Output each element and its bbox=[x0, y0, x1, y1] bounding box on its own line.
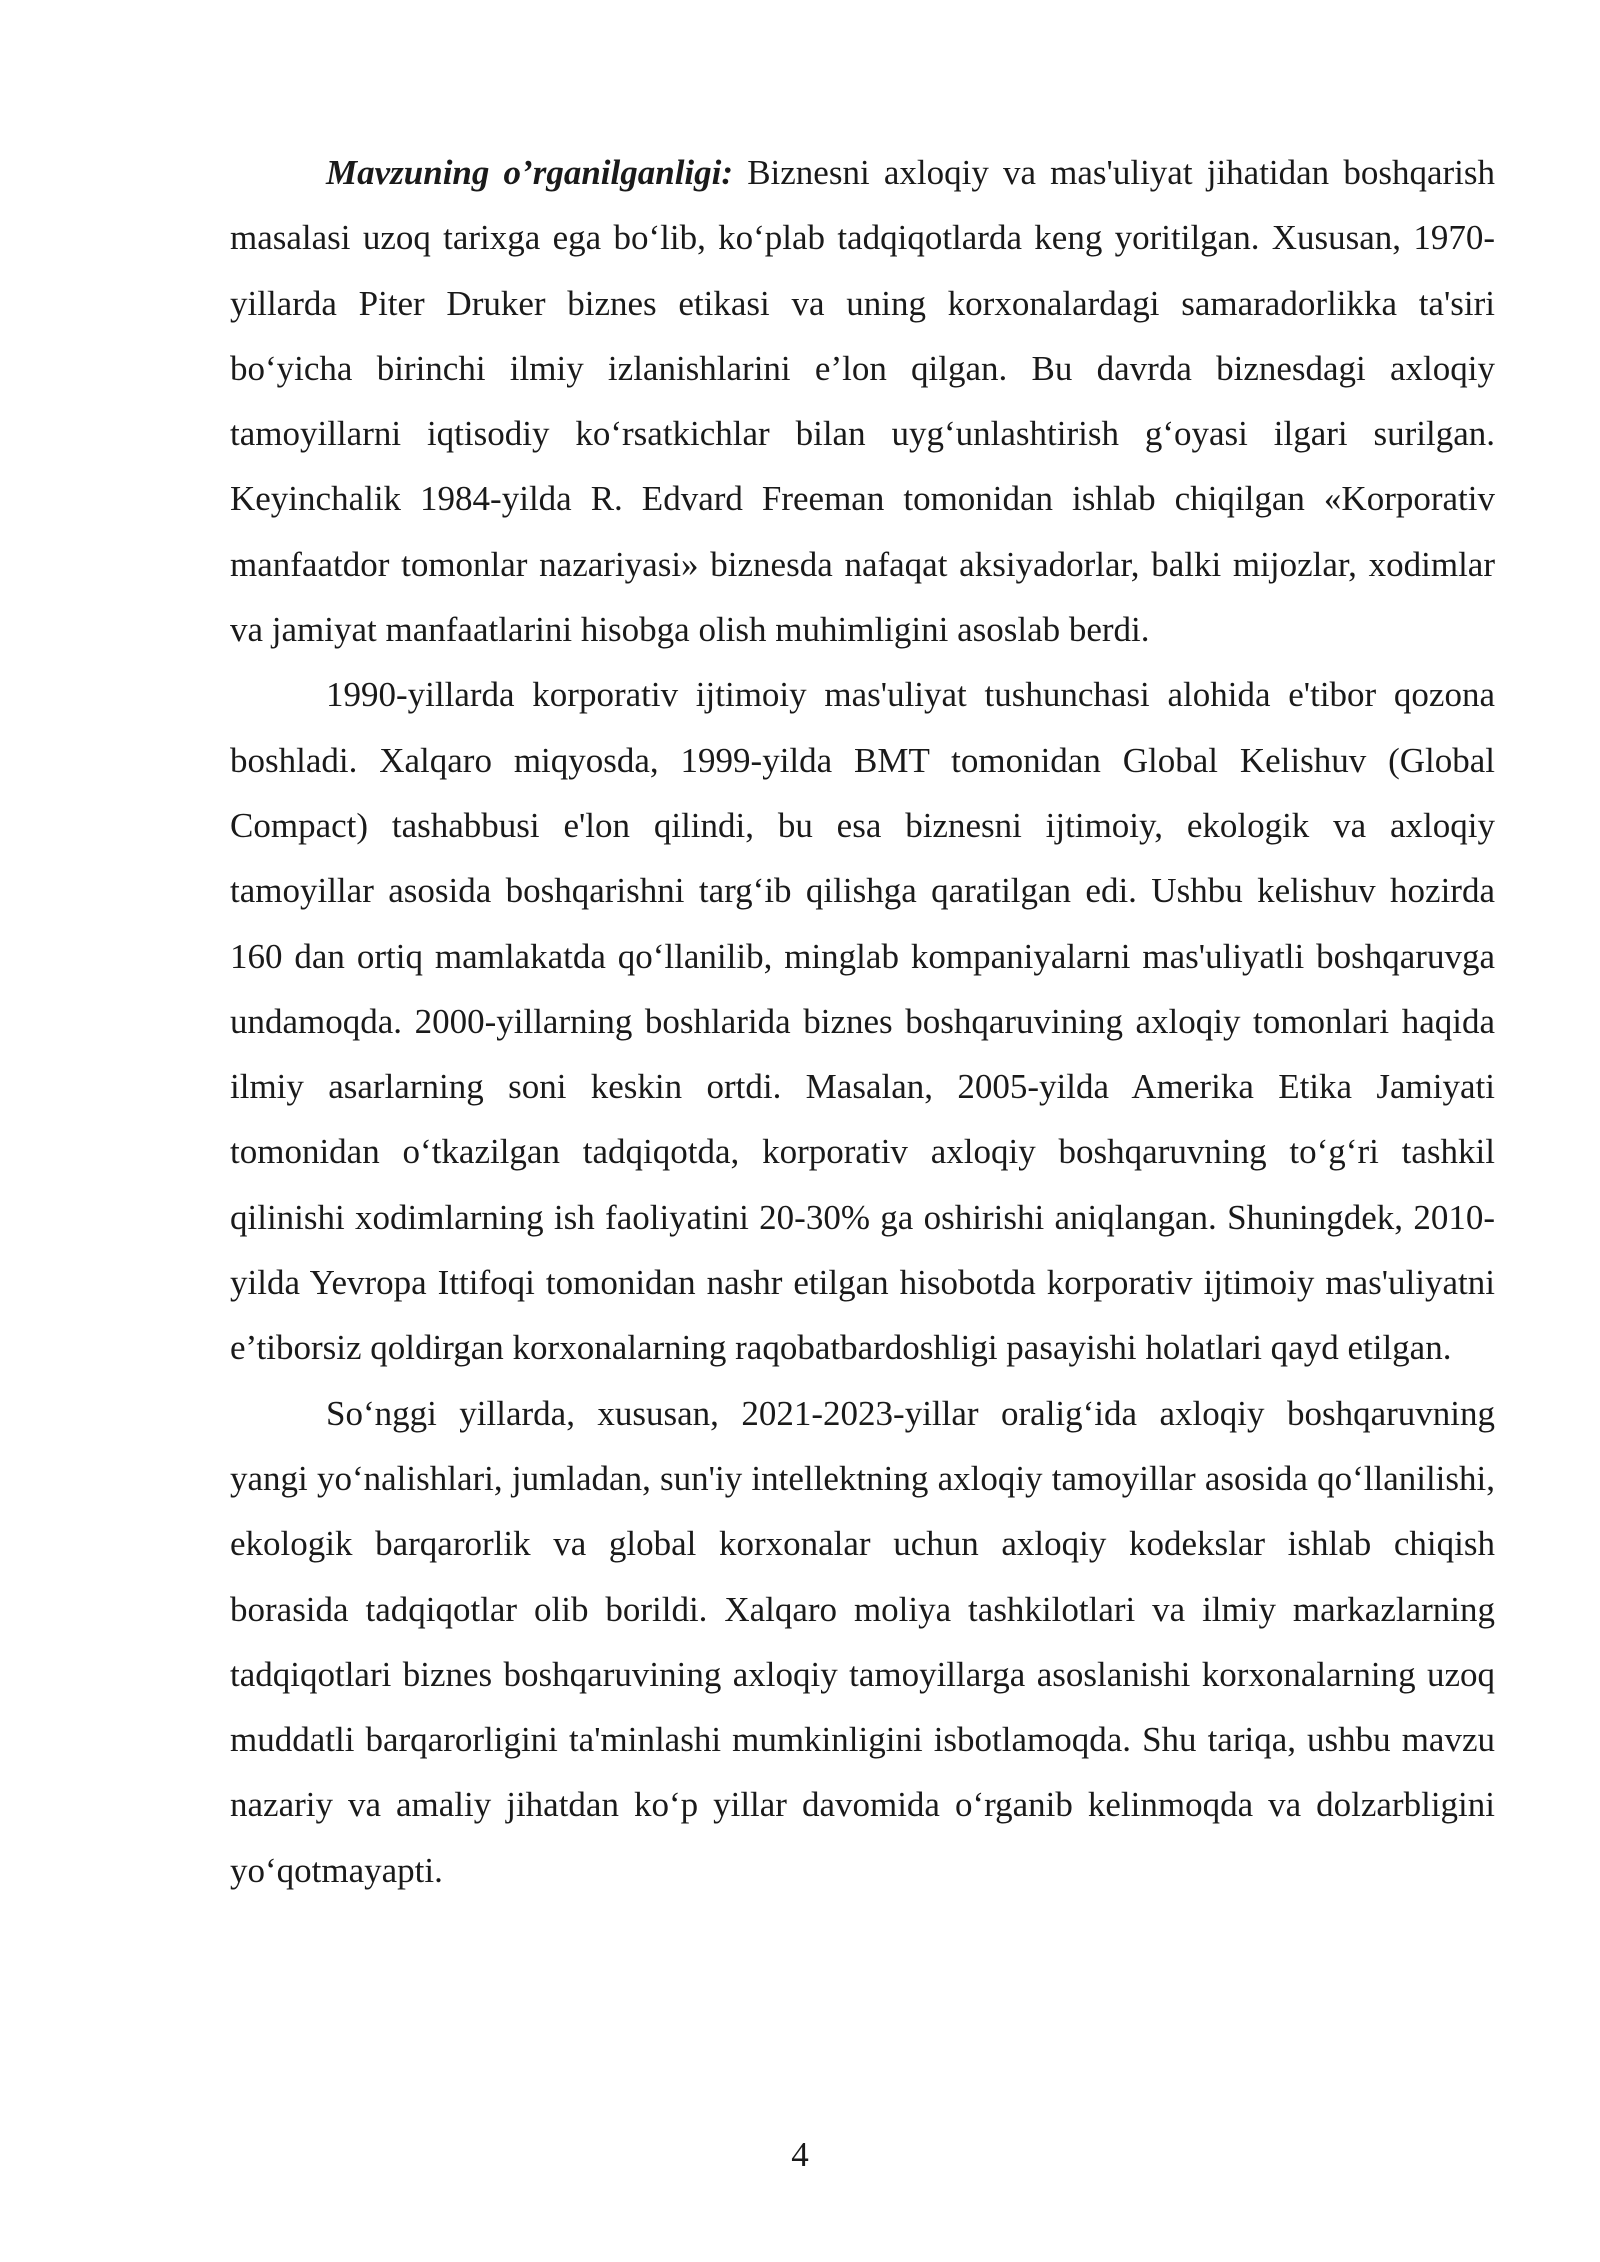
paragraph-1 bbox=[230, 140, 1495, 662]
paragraph-2: 1990-yillarda korporativ ijtimoiy mas'uliyat tushunchasi alohida e'tibor qozona boshladi. Xalqaro miqyosda, 1999-yilda BMT tomonidan Global Kelishuv (Global Compact) tashabbusi e'lon qilindi, bu esa biznesni ijtimoiy, ekologik va axloqiy tamoyillar asosida boshqarishni targ‘ib qilishga qaratilgan edi. Ushbu kelishuv hozirda 160 dan ortiq mamlakatda qo‘llanilib, minglab kompaniyalarni mas'uliyatli boshqaruvga undamoqda. 2000-yillarning boshlarida biznes boshqaruvining axloqiy tomonlari haqida ilmiy asarlarning soni keskin ortdi. Masalan, 2005-yilda Amerika Etika Jamiyati tomonidan o‘tkazilgan tadqiqotda, korporativ axloqiy boshqaruvning to‘g‘ri tashkil qilinishi xodimlarning ish faoliyatini 20-30% ga oshirishi aniqlangan. Shuningdek, 2010-yilda Yevropa Ittifoqi tomonidan nashr etilgan hisobotda korporativ ijtimoiy mas'uliyatni e’tiborsiz qoldirgan korxonalarning raqobatbardoshligi pasayishi holatlari qayd etilgan. bbox=[230, 675, 1495, 1368]
paragraph-3: So‘nggi yillarda, xususan, 2021-2023-yillar oralig‘ida axloqiy boshqaruvning yangi yo‘nalishlari, jumladan, sun'iy intellektning axloqiy tamoyillar asosida qo‘llanilishi, ekologik barqarorlik va global korxonalar uchun axloqiy kodekslar ishlab chiqish borasida tadqiqotlar olib borildi. Xalqaro moliya tashkilotlari va ilmiy markazlarning tadqiqotlari biznes boshqaruvining axloqiy tamoyillarga asoslanishi korxonalarning uzoq muddatli barqarorligini ta'minlashi mumkinligini isbotlamoqda. Shu tariqa, ushbu mavzu nazariy va amaliy jihatdan ko‘p yillar davomida o‘rganib kelinmoqda va dolzarbligini yo‘qotmayapti. bbox=[230, 1393, 1495, 1890]
page-number: 4 bbox=[791, 2135, 809, 2174]
paragraph-1-text: Biznesni axloqiy va mas'uliyat jihatidan boshqarish masalasi uzoq tarixga ega bo‘lib, ko‘plab tadqiqotlarda keng yoritilgan. Xususan, 1970-yillarda Piter Druker biznes etikasi va uning korxonalardagi samaradorlikka ta'siri bo‘yicha birinchi ilmiy izlanishlarini e’lon qilgan. Bu davrda biznesdagi axloqiy tamoyillarni iqtisodiy ko‘rsatkichlar bilan uyg‘unlashtirish g‘oyasi ilgari surilgan. Keyinchalik 1984-yilda R. Edvard Freeman tomonidan ishlab chiqilgan «Korporativ manfaatdor tomonlar nazariyasi» biznesda nafaqat aksiyadorlar, balki mijozlar, xodimlar va jamiyat manfaatlarini hisobga olish muhimligini asoslab berdi. bbox=[230, 153, 1495, 650]
section-lead-heading: Mavzuning o’rganilganligi: bbox=[326, 153, 734, 192]
document-body bbox=[230, 140, 1495, 1903]
